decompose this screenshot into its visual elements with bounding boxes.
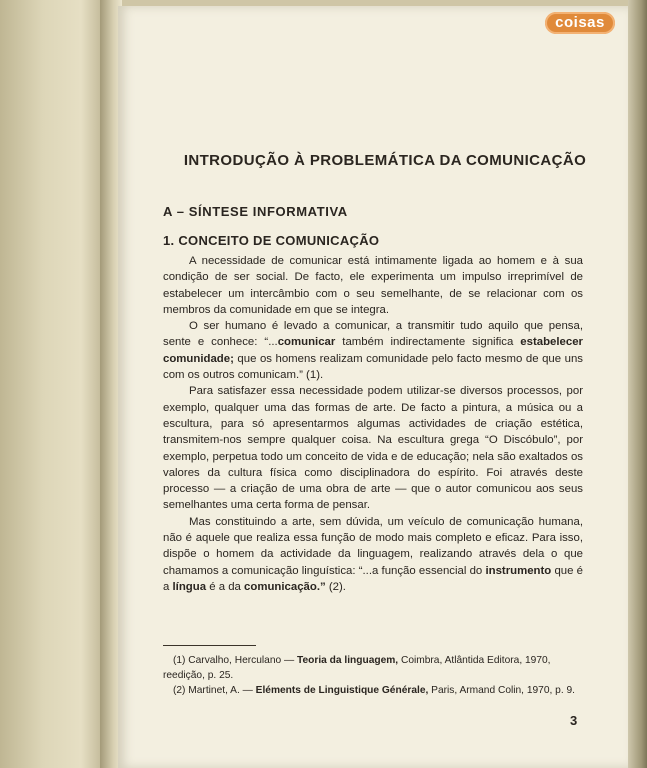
text-run: que é a <box>163 564 583 593</box>
text-bold-run: língua <box>172 580 207 593</box>
text-bold-run: comunicação.” <box>244 580 326 593</box>
paragraph <box>163 383 583 513</box>
footnote <box>163 654 583 683</box>
text-run: (2). <box>325 580 346 593</box>
footnote-run: (1) Carvalho, Herculano — <box>173 655 297 666</box>
section-heading: A – SÍNTESE INFORMATIVA <box>163 204 348 219</box>
text-run: é a da <box>206 580 245 593</box>
footnote-bold-run: Eléments de Linguistique Générale, <box>255 685 429 696</box>
text-run: O ser humano é levado a comunicar, a transmitir tudo aquilo que pensa, sente e conhece: “... <box>163 320 583 349</box>
text-run: que os homens realizam comunidade pelo facto mesmo de que uns com os outros comunicam.” (1). <box>163 352 583 382</box>
subsection-heading: 1. CONCEITO DE COMUNICAÇÃO <box>163 233 380 248</box>
text-bold-run: estabelecer comunidade; <box>163 336 583 365</box>
paragraph <box>163 253 583 318</box>
page-stack-edge <box>628 0 647 768</box>
paragraph <box>163 318 583 383</box>
page-number: 3 <box>570 713 578 728</box>
facing-page-edge <box>0 0 108 768</box>
footnote-run: Paris, Armand Colin, 1970, p. 9. <box>428 685 575 696</box>
watermark-logo: coisas <box>545 12 615 34</box>
text-run: A necessidade de comunicar está intimamente ligada ao homem e à sua condição de ser social. De facto, ele experimenta um impulso irreprimível de estabelecer um intercâmbio com o seu semelhante, de se relacionar com os membros da comunidade em que se integra. <box>163 255 583 316</box>
footnotes <box>163 654 583 700</box>
text-run: Para satisfazer essa necessidade podem utilizar-se diversos processos, por exemplo, qualquer uma das formas de arte. De facto a pintura, a música ou a escultura, para só apresentarmos algumas actividades de criação estética, transmitem-nos sempre qualquer coisa. Na escultura grega “O Discóbulo”, por exemplo, perpetua todo um conceito de vida e de educação; nela são exaltados os valores da cultura física como disciplinadora do espírito. Foi através deste processo — a criação de uma obra de arte — que o autor comunicou aos seus semelhantes uma certa forma de pensar. <box>163 385 583 512</box>
footnote-run: Coimbra, Atlântida Editora, 1970, reedição, p. 25. <box>163 655 551 681</box>
paragraph <box>163 514 583 595</box>
footnote-bold-run: Teoria da linguagem, <box>297 655 399 666</box>
footnote <box>163 684 583 699</box>
footnote-run: (2) Martinet, A. — <box>173 685 256 696</box>
text-run: também indirectamente significa <box>335 336 521 349</box>
text-bold-run: comunicar <box>277 336 336 349</box>
body-text <box>163 253 583 595</box>
text-bold-run: instrumento <box>485 564 552 577</box>
footnote-divider <box>163 645 256 646</box>
page-title: INTRODUÇÃO À PROBLEMÁTICA DA COMUNICAÇÃO <box>183 152 587 169</box>
text-run: Mas constituindo a arte, sem dúvida, um veículo de comunicação humana, não é aquele que realiza essa função de modo mais completo e eficaz. Para isso, dispõe o homem da actividade da linguagem, realizando através dela o que chamamos a comunicação linguística: “...a função essencial do <box>163 515 583 577</box>
